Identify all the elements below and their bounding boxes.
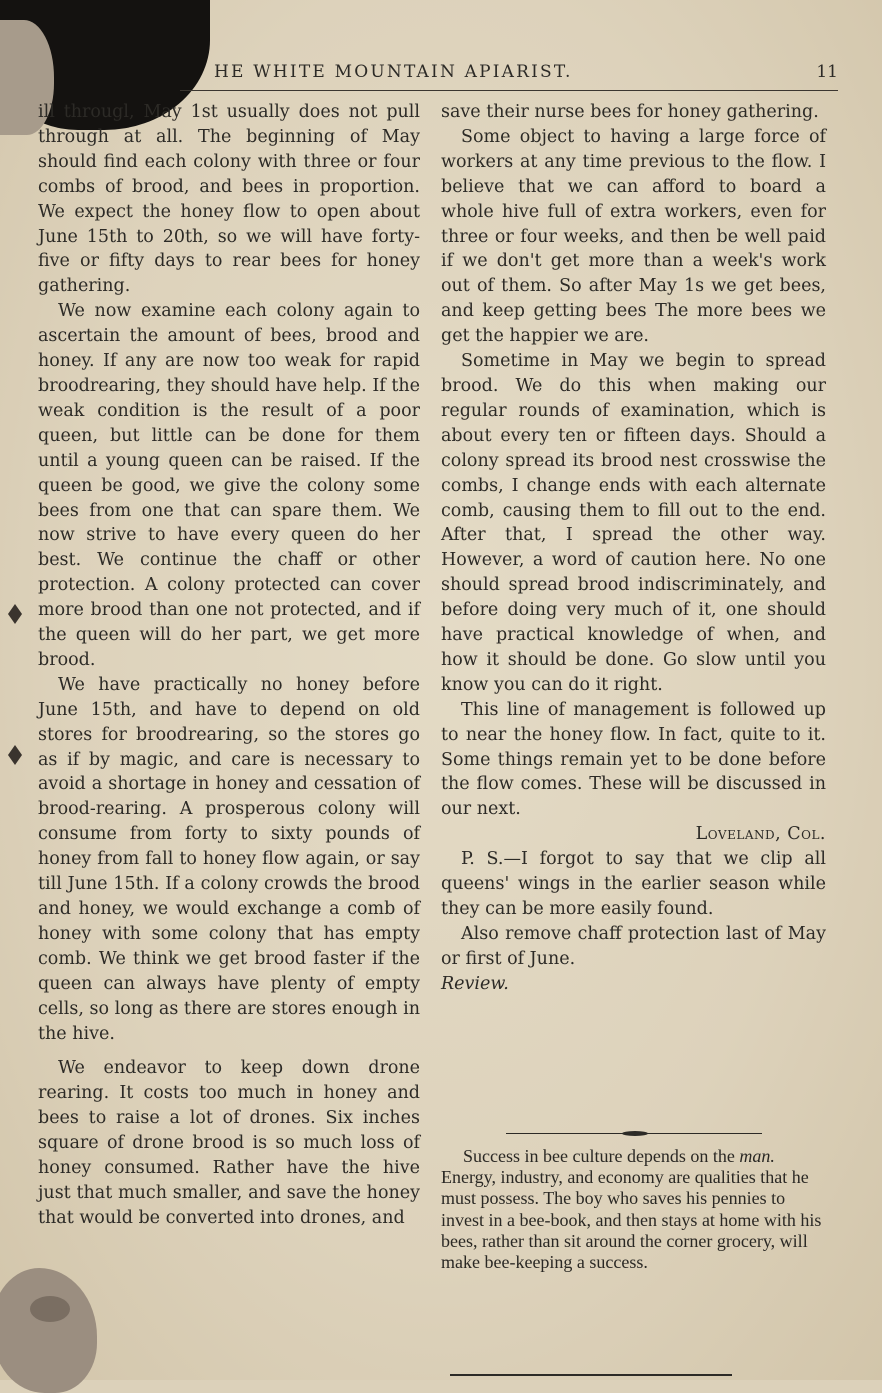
- paragraph: save their nurse bees for honey gathering.: [441, 102, 819, 122]
- closing-note: [441, 1146, 826, 1273]
- right-column: [441, 100, 826, 997]
- author-signature: Loveland, Col.: [695, 824, 826, 845]
- note-text: Success in bee culture depends on the: [463, 1146, 740, 1166]
- paragraph: ill througl, May 1st usually does not pull through at all. The beginning of May should find each colony with three or four combs of brood, and bees in proportion. We expect the honey flow to open about June 15th to 20th, so we will have forty-five or fifty days to rear bees for honey gathering.: [38, 102, 420, 297]
- note-text: Energy, industry, and economy are qualities that he must possess. The boy who saves his pennies to invest in a bee-book, and then stays at home with his bees, rather than sit around the corner grocery, will make bee-keeping a success.: [441, 1167, 822, 1273]
- header-rule: [180, 90, 838, 91]
- section-divider: [506, 1131, 762, 1137]
- ink-mark: [8, 604, 22, 624]
- paragraph: Sometime in May we begin to spread brood. We do this when making our regular rounds of examination, which is about every ten or fifteen days. Should a colony spread its brood nest crosswise the combs, I change ends with each alternate comb, causing them to fill out to the end. After that, I spread the other way. However, a word of caution here. No one should spread brood indiscriminately, and before doing very much of it, one should have practical knowledge of when, and how it should be done. Go slow until you know you can do it right.: [441, 351, 826, 695]
- ink-mark: [8, 745, 22, 765]
- postscript: Also remove chaff protection last of May or first of June.: [441, 923, 826, 969]
- paragraph: This line of management is followed up to near the honey flow. In fact, quite to it. Some things remain yet to be done before the flow comes. These will be discussed in our next.: [441, 699, 826, 820]
- page-stain-bottom: [30, 1296, 70, 1322]
- page-damage-bottom: [0, 1268, 97, 1393]
- bottom-rule: [450, 1374, 732, 1376]
- paragraph: Some object to having a large force of workers at any time previous to the flow. I believe that we can afford to board a whole hive full of extra workers, even for three or four weeks, and then be well paid if we don't get more than a week's work out of them. So after May 1s we get bees, and keep getting bees The more bees we get the happier we are.: [441, 126, 826, 347]
- left-column: [38, 100, 420, 1231]
- source-credit: Review.: [441, 973, 509, 994]
- journal-title: HE WHITE MOUNTAIN APIARIST.: [214, 62, 573, 82]
- page-number: 11: [816, 62, 838, 82]
- running-header: [214, 62, 838, 86]
- paragraph: We endeavor to keep down drone rearing. It costs too much in honey and bees to raise a lot of drones. Six inches square of drone brood is so much loss of honey consumed. Rather have the hive just that much smaller, and save the honey that would be converted into drones, and: [38, 1058, 420, 1228]
- paragraph: We have practically no honey before June 15th, and have to depend on old stores for broodrearing, so the stores go as if by magic, and care is necessary to avoid a shortage in honey and cessation of brood-rearing. A prosperous colony will consume from forty to sixty pounds of honey from fall to honey flow again, or say till June 15th. If a colony crowds the brood and honey, we would exchange a comb of honey with some colony that has empty comb. We think we get brood faster if the queen can always have plenty of empty cells, so long as there are stores enough in the hive.: [38, 674, 420, 1044]
- postscript: P. S.—I forgot to say that we clip all queens' wings in the earlier season while they can be more easily found.: [441, 849, 826, 919]
- paragraph: We now examine each colony again to ascertain the amount of bees, brood and honey. If any are now too weak for rapid broodrearing, they should have help. If the weak condition is the result of a poor queen, but little can be done for them until a young queen can be raised. If the queen be good, we give the colony some bees from one that can spare them. We now strive to have every queen do her best. We continue the chaff or other protection. A colony protected can cover more brood than one not protected, and if the queen will do her part, we get more brood.: [38, 301, 420, 670]
- note-emphasis: man.: [739, 1146, 775, 1166]
